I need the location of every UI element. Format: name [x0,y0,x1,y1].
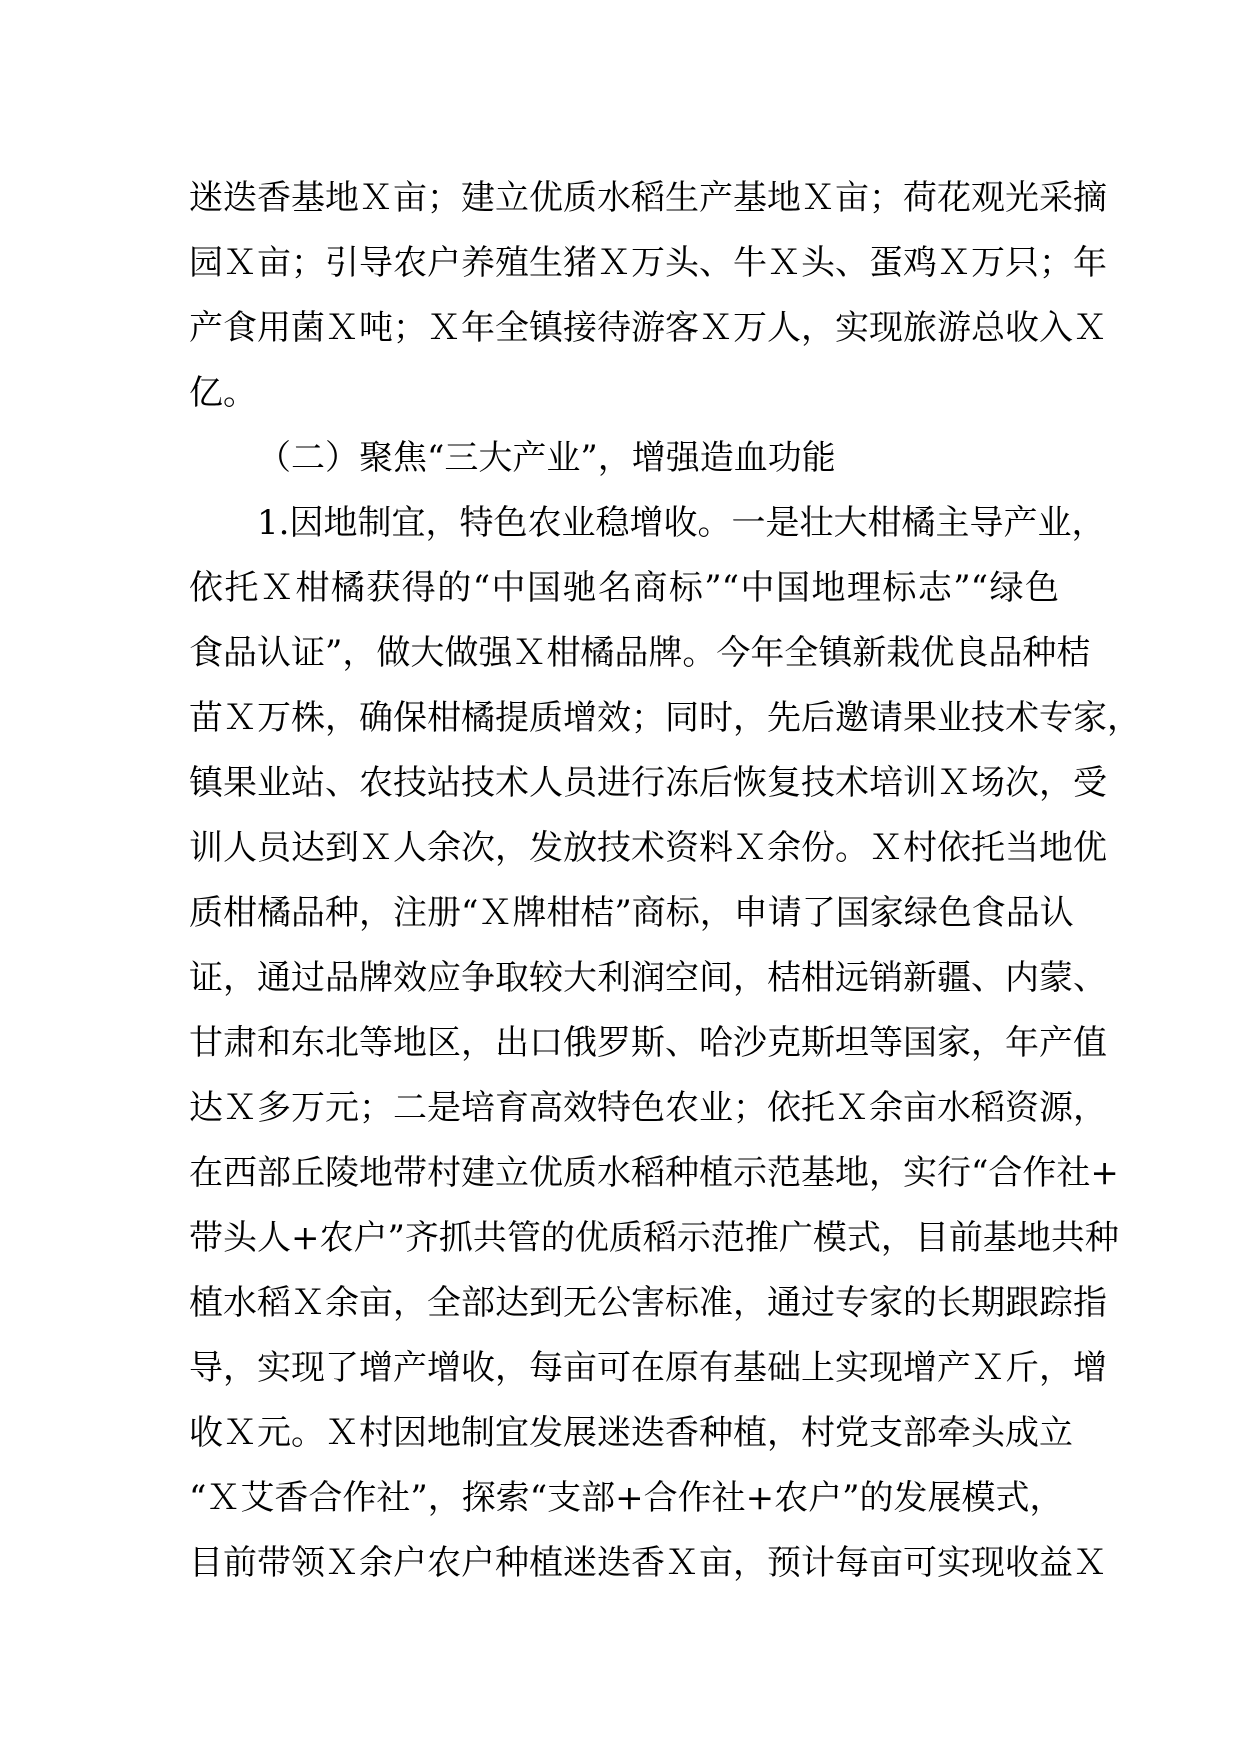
text-line: 迷迭香基地Ｘ亩；建立优质水稻生产基地Ｘ亩；荷花观光采摘 [189,178,1107,218]
text-line: 收Ｘ元。Ｘ村因地制宜发展迷迭香种植，村党支部牵头成立 [189,1413,1073,1453]
text-line: 证，通过品牌效应争取较大利润空间，桔柑远销新疆、内蒙、 [189,958,1107,998]
text-line: 导，实现了增产增收，每亩可在原有基础上实现增产Ｘ斤，增 [189,1348,1107,1388]
text-line: 园Ｘ亩；引导农户养殖生猪Ｘ万头、牛Ｘ头、蛋鸡Ｘ万只；年 [189,243,1107,283]
text-line: 镇果业站、农技站技术人员进行冻后恢复技术培训Ｘ场次，受 [189,763,1107,803]
text-line: 训人员达到Ｘ人余次，发放技术资料Ｘ余份。Ｘ村依托当地优 [189,828,1107,868]
paragraph-first-line: 1.因地制宜，特色农业稳增收。一是壮大柑橘主导产业， [257,503,1106,543]
text-line: 达Ｘ多万元；二是培育高效特色农业；依托Ｘ余亩水稻资源， [189,1088,1107,1128]
text-line: 食品认证”，做大做强Ｘ柑橘品牌。今年全镇新栽优良品种桔 [189,633,1091,673]
text-line: 植水稻Ｘ余亩，全部达到无公害标准，通过专家的长期跟踪指 [189,1283,1107,1323]
text-line: 在西部丘陵地带村建立优质水稻种植示范基地，实行“合作社+ [189,1153,1119,1193]
text-line: 甘肃和东北等地区，出口俄罗斯、哈沙克斯坦等国家，年产值 [189,1023,1107,1063]
section-heading: （二）聚焦“三大产业”，增强造血功能 [257,438,836,478]
text-line: 质柑橘品种，注册“Ｘ牌柑桔”商标，申请了国家绿色食品认 [189,893,1074,933]
text-line: 苗Ｘ万株，确保柑橘提质增效；同时，先后邀请果业技术专家， [189,698,1141,738]
text-line: 产食用菌Ｘ吨；Ｘ年全镇接待游客Ｘ万人，实现旅游总收入Ｘ [189,308,1107,348]
text-line: “Ｘ艾香合作社”，探索“支部+合作社+农户”的发展模式， [189,1478,1064,1518]
text-line: 目前带领Ｘ余户农户种植迷迭香Ｘ亩，预计每亩可实现收益Ｘ [189,1543,1107,1583]
document-body [189,166,1141,1596]
text-line: 依托Ｘ柑橘获得的“中国驰名商标”“中国地理标志”“绿色 [189,568,1059,608]
paragraph-end-line: 亿。 [189,373,257,413]
text-line: 带头人+农户”齐抓共管的优质稻示范推广模式，目前基地共种 [189,1218,1119,1258]
